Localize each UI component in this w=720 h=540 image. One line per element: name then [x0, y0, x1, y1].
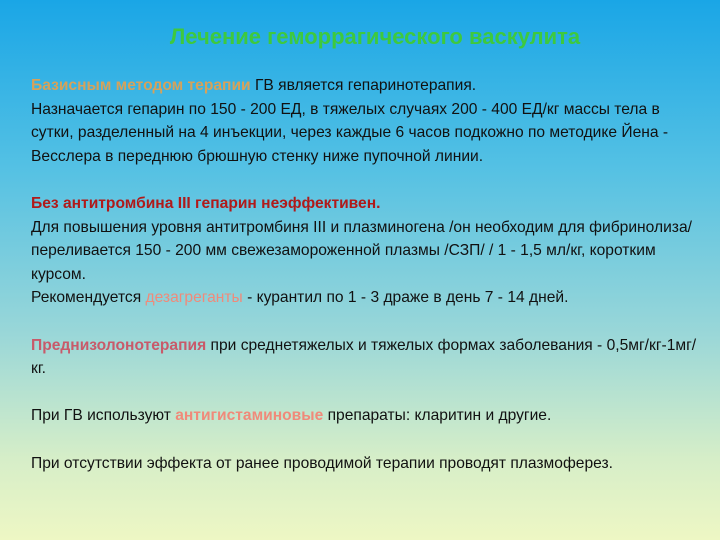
heading-antithrombin: Без антитромбина III гепарин неэффективен. — [31, 194, 381, 212]
slide-title: Лечение геморрагического васкулита — [169, 24, 581, 49]
paragraph-plasmapheresis: При отсутствии эффекта от ранее проводимой терапии проводят плазмоферез. — [31, 454, 613, 472]
text-basis-rest: ГВ является гепаринотерапия. — [250, 77, 477, 94]
text-plasma-transfusion: Для повышения уровня антитромбиня III и плазминогена /он необходим для фибринолиза/ переливается 150 - 200 мм свежезамороженной плазмы /СЗП/ / 1 - 1,5 мл/кг, коротким курсом. — [31, 218, 692, 283]
paragraph-antihistamine — [31, 404, 697, 428]
slide-content — [31, 74, 697, 475]
text-recommend-before: Рекомендуется — [31, 289, 146, 307]
paragraph-basis — [31, 74, 697, 168]
highlight-basis-therapy: Базисным методом терапии — [31, 77, 251, 94]
text-antihistamine-after: препараты: кларитин и другие. — [323, 407, 552, 425]
text-recommend-after: - курантил по 1 - 3 драже в день 7 - 14 дней. — [242, 289, 569, 307]
paragraph-prednisolone — [31, 334, 697, 381]
text-antihistamine-before: При ГВ используют — [31, 407, 176, 425]
highlight-prednisolone: Преднизолонотерапия — [31, 336, 207, 354]
paragraph-antithrombin — [31, 192, 697, 310]
text-heparin-dosing: Назначается гепарин по 150 - 200 ЕД, в тяжелых случаях 200 - 400 ЕД/кг массы тела в сутки, разделенный на 4 инъекции, через каждые 6 часов подкожно по методике Йена - Весслера в переднюю брюшную стенку ниже пупочной линии. — [31, 100, 669, 165]
text-prednisolone-rest: при среднетяжелых и тяжелых формах заболевания - 0,5мг/кг-1мг/кг. — [31, 336, 697, 378]
highlight-antihistamine: антигистаминовые — [175, 407, 324, 425]
highlight-disaggregants: дезагреганты — [145, 289, 243, 307]
